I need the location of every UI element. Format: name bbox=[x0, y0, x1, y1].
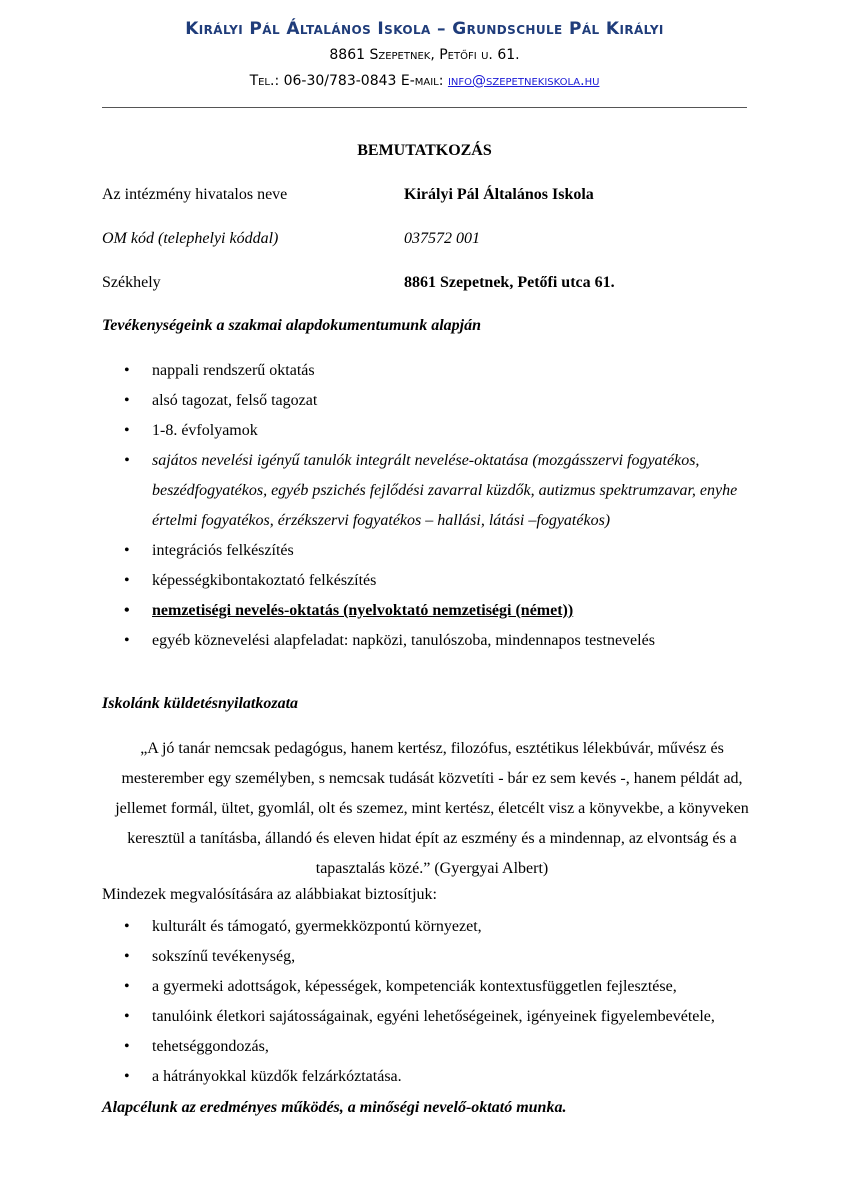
page-title: BEMUTATKOZÁS bbox=[357, 142, 492, 159]
contact-line bbox=[0, 68, 849, 94]
list-item: • integrációs felkészítés bbox=[102, 536, 762, 566]
list-item: • a gyermeki adottságok, képességek, kompetenciák kontextusfüggetlen fejlesztése, bbox=[102, 972, 762, 1002]
activities-title: Tevékenységeink a szakmai alapdokumentumunk alapján bbox=[102, 317, 481, 334]
mission-list bbox=[102, 912, 762, 1092]
email-link[interactable]: info@szepetnekiskola.hu bbox=[447, 73, 600, 89]
info-key: Székhely bbox=[102, 274, 161, 291]
school-name-header: Királyi Pál Általános Iskola – Grundschule Pál Királyi bbox=[185, 19, 664, 39]
list-item: • képességkibontakoztató felkészítés bbox=[102, 566, 762, 596]
list-item: • alsó tagozat, felső tagozat bbox=[102, 386, 762, 416]
list-item: • a hátrányokkal küzdők felzárkóztatása. bbox=[102, 1062, 762, 1092]
mission-title: Iskolánk küldetésnyilatkozata bbox=[102, 695, 299, 712]
closing-statement: Alapcélunk az eredményes működés, a minőségi nevelő-oktató munka. bbox=[102, 1099, 567, 1116]
info-key: OM kód (telephelyi kóddal) bbox=[102, 230, 279, 247]
mission-quote: „A jó tanár nemcsak pedagógus, hanem kertész, filozófus, esztétikus lélekbúvár, művész és mesterember egy személyben, s nemcsak tudását közvetíti - bár ez sem kevés -, hanem példát ad, jellemet formál, ültet, gyomlál, olt és szemez, mint kertész, életcélt visz a könyvekbe, a könyveken keresztül a tanításba, állandó és eleven hidat épít az eszmény és a mindennap, az elvontság és a tapasztalás közé.” (Gyergyai Albert) bbox=[115, 740, 749, 877]
list-item: • nemzetiségi nevelés-oktatás (nyelvoktató nemzetiségi (német)) bbox=[102, 596, 762, 626]
info-row-name bbox=[102, 184, 742, 206]
list-item: • tanulóink életkori sajátosságainak, egyéni lehetőségeinek, igényeinek figyelembevétele, bbox=[102, 1002, 762, 1032]
address-line: 8861 Szepetnek, Petőfi u. 61. bbox=[329, 47, 520, 63]
activities-list bbox=[102, 356, 762, 656]
list-item: • sokszínű tevékenység, bbox=[102, 942, 762, 972]
info-row-om bbox=[102, 228, 742, 250]
letterhead bbox=[0, 16, 849, 94]
info-key: Az intézmény hivatalos neve bbox=[102, 186, 288, 203]
phone-text: Tel.: 06-30/783-0843 E-mail: bbox=[249, 73, 448, 89]
info-value: Királyi Pál Általános Iskola bbox=[404, 186, 594, 203]
list-item: • 1-8. évfolyamok bbox=[102, 416, 762, 446]
info-value: 8861 Szepetnek, Petőfi utca 61. bbox=[404, 274, 615, 291]
info-row-seat bbox=[102, 272, 742, 294]
list-item: • kulturált és támogató, gyermekközpontú környezet, bbox=[102, 912, 762, 942]
list-item: • egyéb köznevelési alapfeladat: napközi, tanulószoba, mindennapos testnevelés bbox=[102, 626, 762, 656]
list-item: • tehetséggondozás, bbox=[102, 1032, 762, 1062]
mission-intro: Mindezek megvalósítására az alábbiakat biztosítjuk: bbox=[102, 886, 437, 903]
header-divider bbox=[102, 107, 747, 108]
info-value: 037572 001 bbox=[404, 230, 480, 247]
list-item: • nappali rendszerű oktatás bbox=[102, 356, 762, 386]
list-item: • sajátos nevelési igényű tanulók integrált nevelése-oktatása (mozgásszervi fogyatékos, beszédfogyatékos, egyéb pszichés fejlődési zavarral küzdők, autizmus spektrumzavar, enyhe értelmi fogyatékos, érzékszervi fogyatékos – hallási, látási –fogyatékos) bbox=[102, 446, 762, 536]
